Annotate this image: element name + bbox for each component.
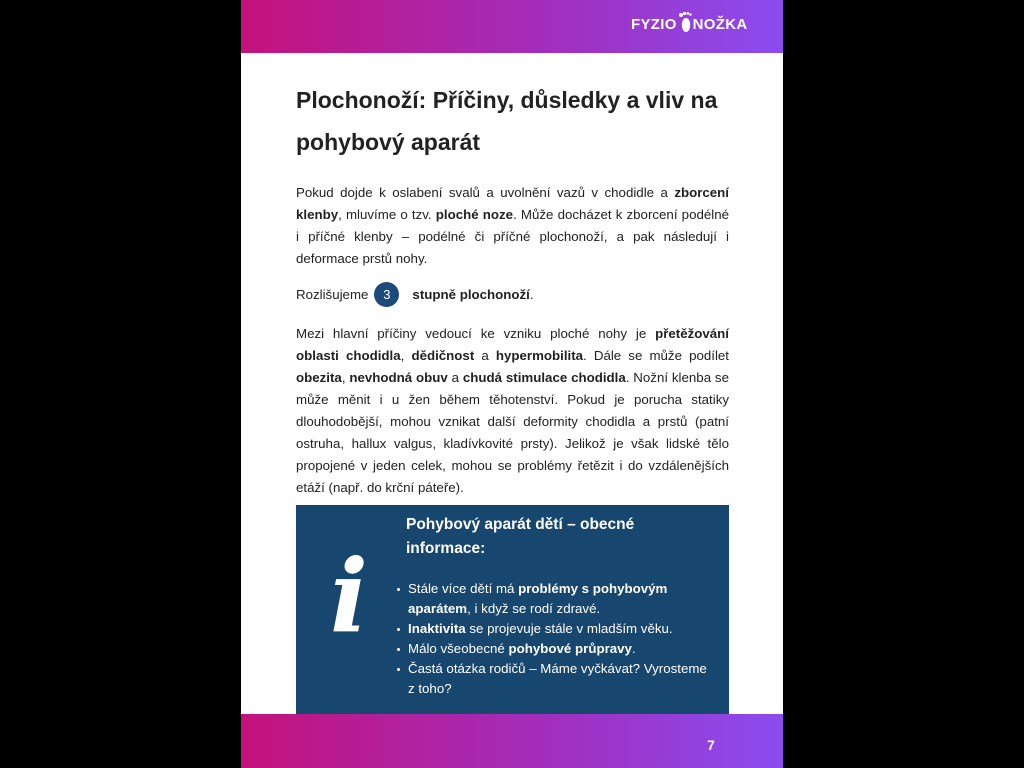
text-run: . Dále se může podílet [583,348,729,363]
brand-logo [631,12,748,36]
bold-run: hypermobilita [495,348,584,363]
info-box [296,505,729,714]
bold-run: pohybové průpravy [508,641,632,656]
text-run: . [529,286,534,302]
text-run: Stále více dětí má [408,581,519,596]
bold-run: ploché noze [435,207,514,222]
info-box-title: Pohybový aparát dětí – obecné informace: [406,516,635,557]
text-run: Málo všeobecné [408,641,509,656]
text-run: Mezi hlavní příčiny vedoucí ke vzniku ploché nohy je [296,326,656,341]
page-number: 7 [707,737,715,753]
text-run: , i když se rodí zdravé. [467,601,601,616]
text-run: , [341,370,350,385]
bold-run: nevhodná obuv [349,370,448,385]
bold-run: chudá stimulace chodidla [462,370,626,385]
bold-run: problémy s pohybovým aparátem [408,581,668,616]
list-item [406,659,716,699]
foot-icon [678,11,692,37]
header-band [241,0,783,53]
bold-run: dědičnost [411,348,475,363]
text-run: , mluvíme o tzv. [338,207,436,222]
bold-run: stupně plochonoží [412,286,530,302]
paragraph-degrees [296,282,534,306]
text-run: Pokud dojde k oslabení svalů a uvolnění vazů v chodidle a [296,185,675,200]
brand-name-right: NOŽKA [692,15,748,33]
text-run: . Může docházet k zborcení podélné i příčné klenby – podélné či příčné plochonoží, a pak následují i deformace prstů nohy. [296,207,729,266]
bold-run: obezita [296,370,342,385]
list-item [406,619,716,639]
bold-run: zborcení klenby [296,185,729,222]
number-badge: 3 [374,282,399,307]
bold-run: Inaktivita [408,621,466,636]
paragraph-flatfoot-definition [296,182,729,270]
text-run: a [447,370,463,385]
text-run: , [400,348,412,363]
list-item [406,639,716,659]
info-box-list [406,579,716,699]
document-page [241,0,783,768]
page-title: Plochonoží: Příčiny, důsledky a vliv na pohybový aparát [296,87,718,155]
text-run: Častá otázka rodičů – Máme vyčkávat? Vyrosteme z toho? [408,661,707,696]
paragraph-causes [296,323,729,499]
text-run: a [474,348,496,363]
bold-run: přetěžování oblasti chodidla [296,326,729,363]
info-icon: i [330,537,368,655]
text-run: Rozlišujeme [296,286,369,302]
text-run: . [631,641,636,656]
brand-name-left: FYZIO [631,15,677,33]
text-run: . Nožní klenba se může měnit i u žen během těhotenství. Pokud je porucha statiky dlouhodobější, mohou vznikat další deformity chodidla a prstů (patní ostruha, hallux valgus, kladívkovité prsty). Jelikož je však lidské tělo propojené v jeden celek, mohou se problémy řetězit i do vzdálenějších etáží (např. do krční páteře). [296,370,729,495]
list-item [406,579,716,619]
text-run: se projevuje stále v mladším věku. [465,621,673,636]
